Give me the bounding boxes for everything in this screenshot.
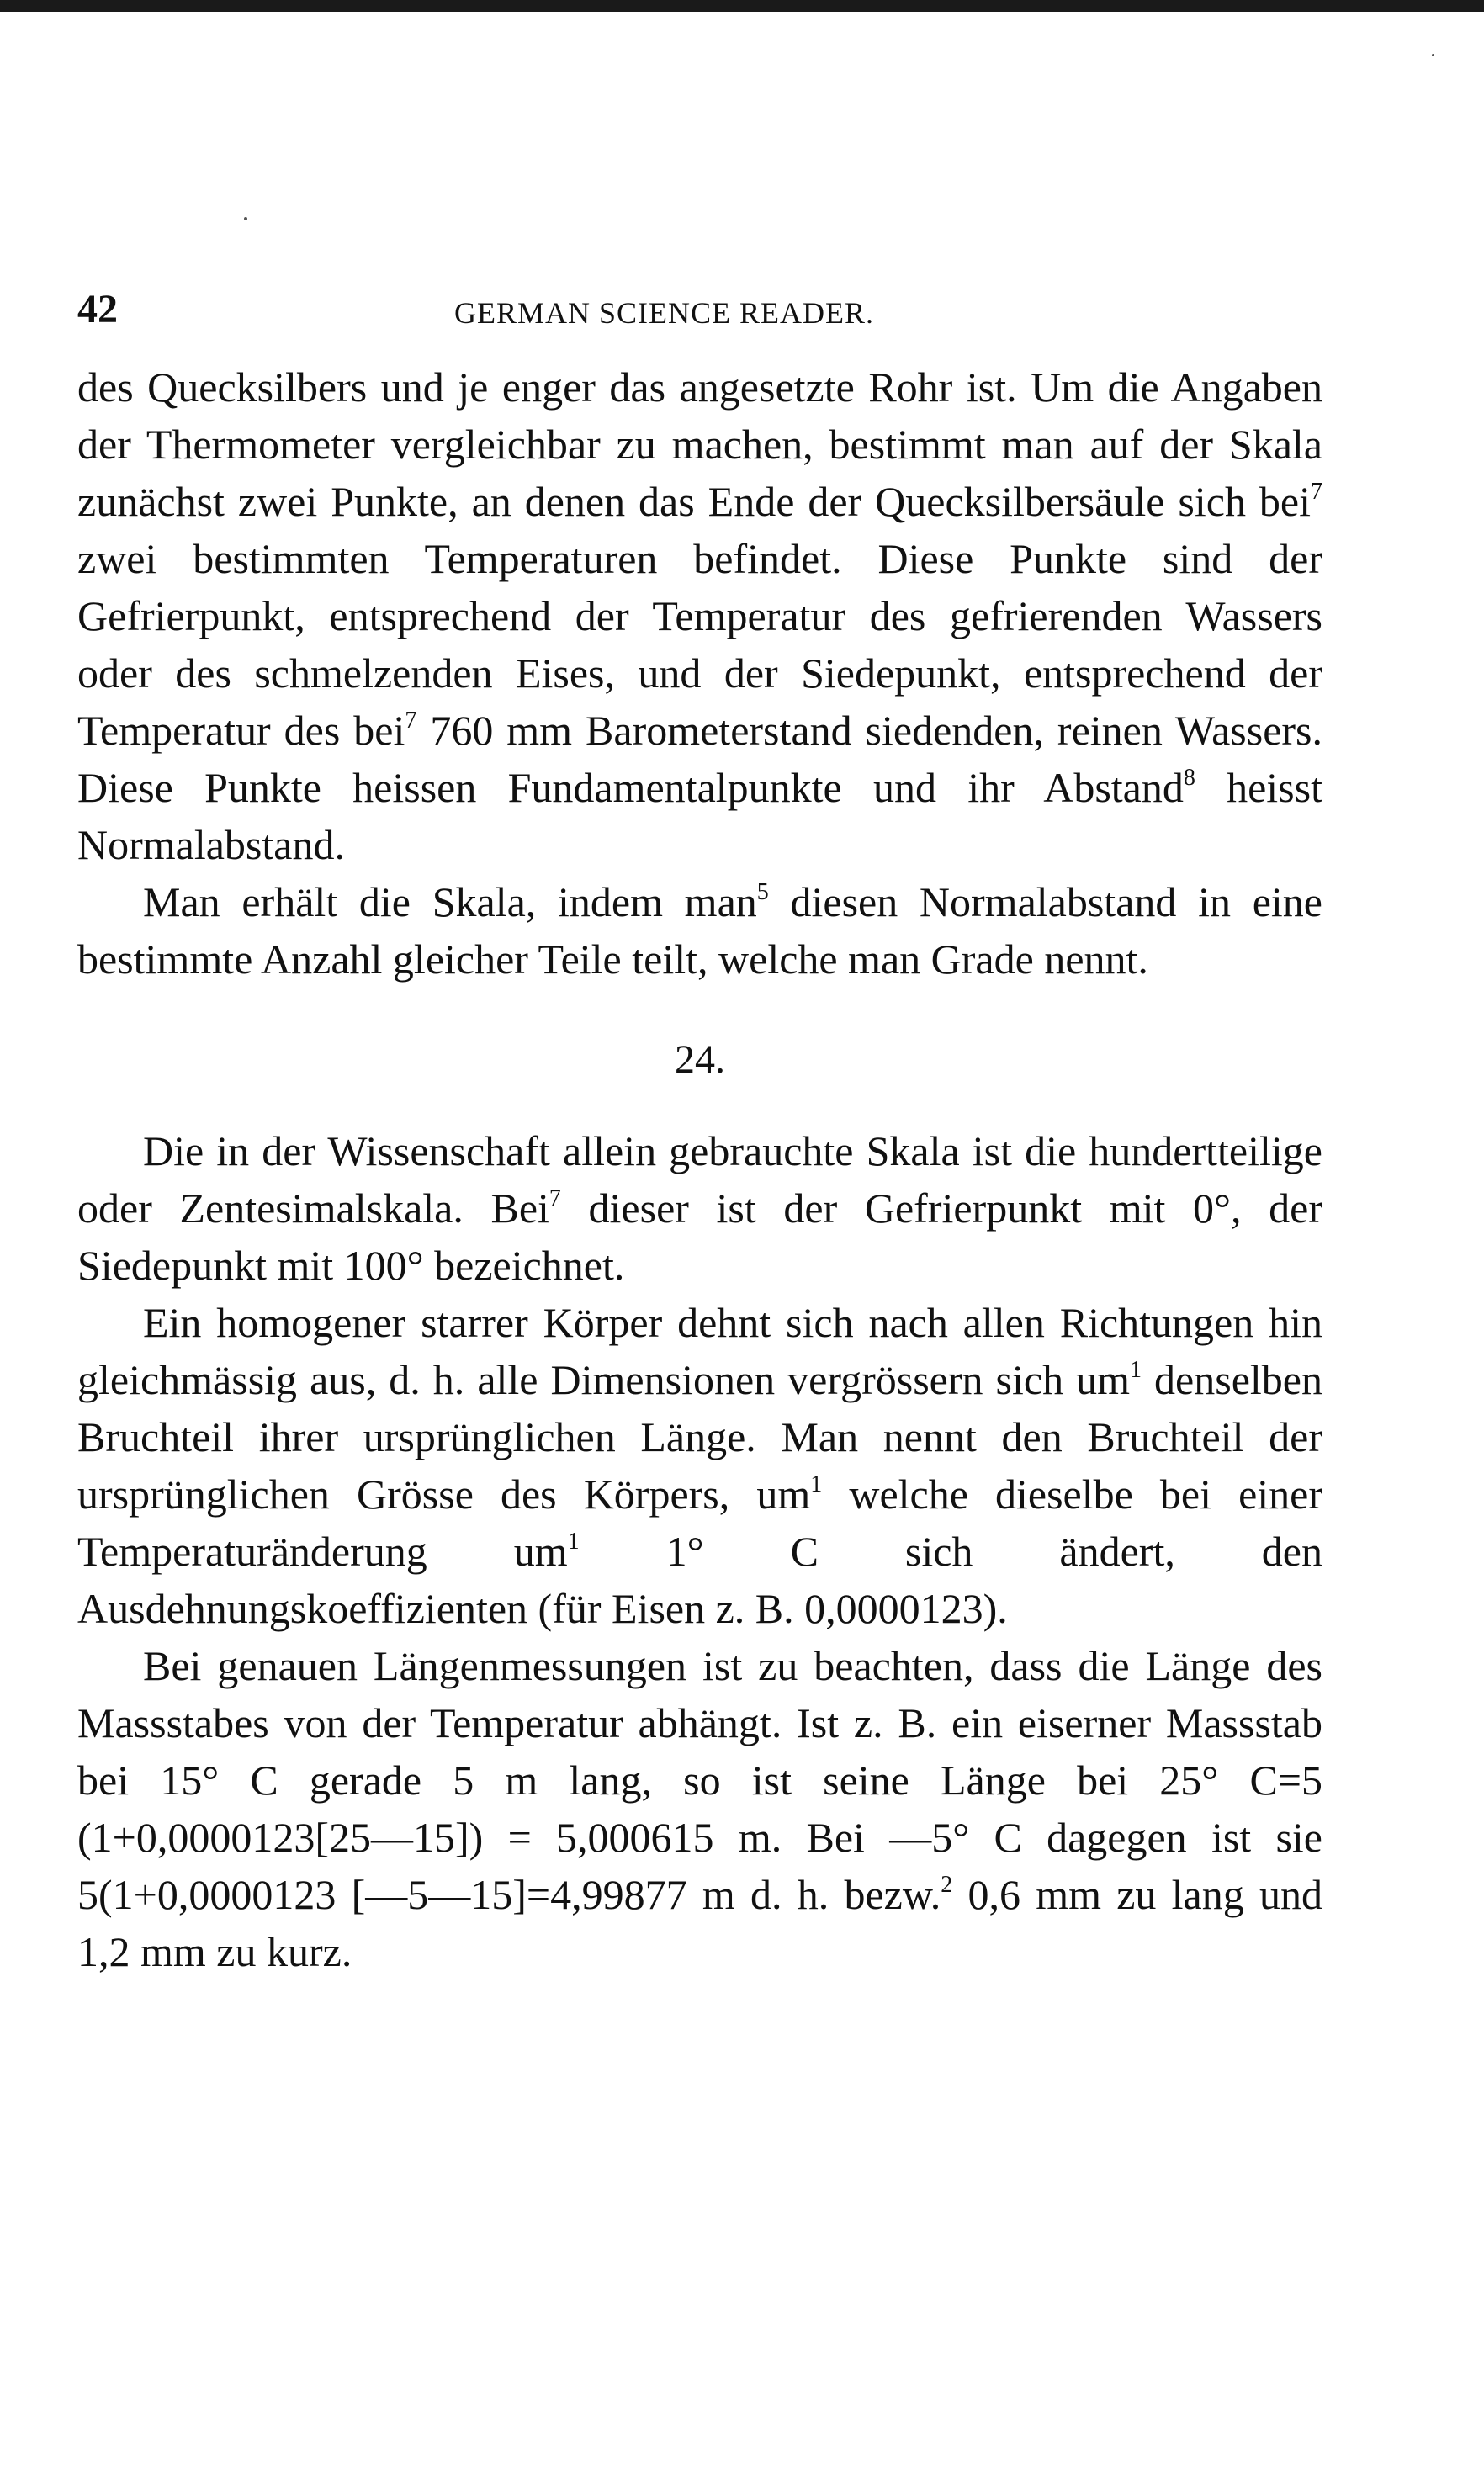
text-run: welche dieselbe bei einer Temperaturänderung um xyxy=(77,1471,1322,1575)
running-title: GERMAN SCIENCE READER. xyxy=(454,296,875,330)
footnote-marker: 2 xyxy=(941,1872,953,1898)
text-run: Die in der Wissenschaft allein gebrauchte Skala ist die hundertteilige oder Zentesimalskala. Bei xyxy=(77,1127,1322,1232)
text-run: 760 mm Barometerstand siedenden, reinen Wassers. Diese Punkte heissen Fundamentalpunkte und ihr Abstand xyxy=(77,707,1323,811)
text-run: heisst Normalabstand. xyxy=(77,764,1322,868)
paper-speck xyxy=(1432,54,1434,56)
footnote-marker: 7 xyxy=(549,1185,561,1211)
text-run: denselben Bruchteil ihrer ursprünglichen Länge. Man nennt den Bruchteil der ursprünglichen Grösse des Körpers, um xyxy=(77,1356,1322,1518)
footnote-marker: 7 xyxy=(1311,479,1322,505)
page-top-edge xyxy=(0,0,1484,12)
page-number: 42 xyxy=(77,287,118,331)
section-number: 24. xyxy=(675,1037,725,1082)
paragraph xyxy=(77,1294,1322,1637)
footnote-marker: 5 xyxy=(756,879,769,905)
text-run: diesen Normalabstand in eine bestimmte Anzahl gleicher Teile teilt, welche man Grade nennt. xyxy=(77,878,1322,983)
running-head xyxy=(77,284,1322,335)
footnote-marker: 1 xyxy=(810,1471,823,1497)
paragraph xyxy=(77,1637,1322,1980)
footnote-marker: 8 xyxy=(1183,765,1195,791)
footnote-marker: 1 xyxy=(567,1529,580,1555)
text-run: Man erhält die Skala, indem man xyxy=(143,878,757,925)
text-run: Ein homogener starrer Körper dehnt sich nach allen Richtungen hin gleichmässig aus, d. h. alle Dimensionen vergrössern sich um xyxy=(77,1299,1322,1403)
text-run: 0,6 mm zu lang und 1,2 mm zu kurz. xyxy=(77,1871,1322,1975)
text-run: zwei bestimmten Temperaturen befindet. Diese Punkte sind der Gefrierpunkt, entsprechend der Temperatur des gefrierenden Wassers oder des schmelzenden Eises, und der Siedepunkt, entsprechend der Temperatur des bei xyxy=(77,535,1322,754)
text-run: des Quecksilbers und je enger das angesetzte Rohr ist. Um die Angaben der Thermometer vergleichbar zu machen, bestimmt man auf der Skala zunächst zwei Punkte, an denen das Ende der Quecksilbersäule sich bei xyxy=(77,363,1322,525)
text-run: 1° C sich ändert, den Ausdehnungskoeffizienten (für Eisen z. B. 0,0000123). xyxy=(77,1528,1323,1632)
paper-speck xyxy=(244,217,247,220)
footnote-marker: 1 xyxy=(1130,1357,1142,1383)
body-text xyxy=(77,358,1322,1980)
footnote-marker: 7 xyxy=(405,707,417,734)
paragraph xyxy=(77,358,1322,873)
text-run: Bei genauen Längenmessungen ist zu beachten, dass die Länge des Massstabes von der Temperatur abhängt. Ist z. B. ein eiserner Massstab bei 15° C gerade 5 m lang, so ist seine Länge bei 25° C=5 (1+0,0000123[25—15]) = 5,000615 m. Bei —5° C dagegen ist sie 5(1+0,0000123 [—5—15]=4,99877 m d. h. bezw. xyxy=(77,1642,1322,1918)
paragraph xyxy=(77,873,1322,988)
text-run: dieser ist der Gefrierpunkt mit 0°, der Siedepunkt mit 100° bezeichnet. xyxy=(77,1184,1322,1289)
paragraph xyxy=(77,1122,1322,1294)
